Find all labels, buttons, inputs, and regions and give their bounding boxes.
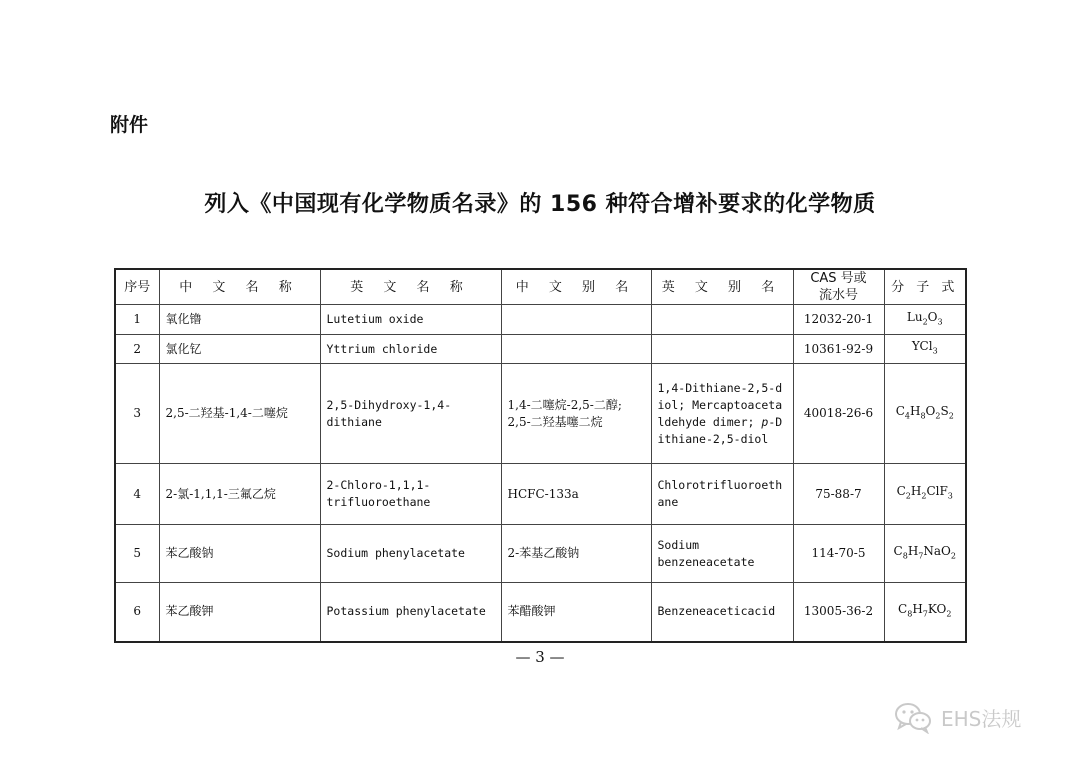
table-row [115, 305, 966, 335]
header-cn-alias: 中 文 别 名 [501, 269, 651, 305]
formula-element: C [893, 543, 903, 558]
formula-subscript: 3 [947, 491, 953, 501]
cell-formula [884, 525, 966, 583]
cell-en-name: Potassium phenylacetate [320, 583, 501, 642]
cell-en-alias [651, 305, 793, 335]
formula-subscript: 2 [950, 551, 956, 561]
header-no: 序号 [115, 269, 159, 305]
cell-cn-alias [501, 335, 651, 364]
cell-no: 1 [115, 305, 159, 335]
cell-en-name: 2,5-Dihydroxy-1,4-dithiane [320, 364, 501, 464]
formula-element: S [940, 403, 949, 418]
cell-cas: 40018-26-6 [793, 364, 884, 464]
cell-formula [884, 335, 966, 364]
formula-subscript: 2 [921, 491, 927, 501]
formula-subscript: 2 [935, 411, 941, 421]
formula-subscript: 3 [932, 346, 938, 356]
watermark-text: EHS法规 [941, 706, 1022, 731]
cell-formula [884, 583, 966, 642]
page-number: — 3 — [515, 648, 565, 666]
cell-no: 2 [115, 335, 159, 364]
formula-subscript: 2 [948, 411, 954, 421]
cell-cas: 10361-92-9 [793, 335, 884, 364]
cell-cn-name: 氧化镥 [159, 305, 320, 335]
cell-formula [884, 464, 966, 525]
formula-element: H [907, 543, 919, 558]
formula-subscript: 2 [905, 491, 911, 501]
en-alias-line1: 1,4-Dithiane-2,5-diol; [657, 380, 783, 412]
formula-element: H [910, 484, 922, 499]
header-cn-name: 中 文 名 称 [159, 269, 320, 305]
cell-en-alias: Chlorotrifluoroethane [651, 464, 793, 525]
en-alias-line3: -Dithiane-2,5-diol [657, 414, 783, 446]
formula-subscript: 7 [918, 551, 924, 561]
formula-element: C [895, 403, 905, 418]
formula-subscript: 8 [920, 411, 926, 421]
wechat-icon [893, 700, 933, 734]
table-header-row [115, 269, 966, 305]
document-title: 列入《中国现有化学物质名录》的 156 种符合增补要求的化学物质 [204, 192, 876, 217]
header-cas-line1: CAS 号或 [810, 271, 867, 286]
header-en-name: 英 文 名 称 [320, 269, 501, 305]
cell-cn-name: 苯乙酸钾 [159, 583, 320, 642]
en-alias-line2: Mercaptoacetaldehyde dimer; [657, 397, 783, 429]
attachment-label: 附件 [110, 114, 149, 136]
formula-element: H [912, 602, 923, 617]
formula-element: C [896, 484, 906, 499]
cell-en-alias [651, 364, 793, 464]
cell-cn-alias: 2-苯基乙酸钠 [501, 525, 651, 583]
cell-cn-alias: 1,4-二噻烷-2,5-二醇; 2,5-二羟基噻二烷 [501, 364, 651, 464]
cell-en-name: Sodium phenylacetate [320, 525, 501, 583]
chemical-substances-table [114, 268, 967, 643]
cell-en-alias [651, 335, 793, 364]
formula-element: C [898, 602, 908, 617]
formula-subscript: 8 [902, 551, 908, 561]
formula-element: O [925, 403, 936, 418]
cell-cn-alias: 苯醋酸钾 [501, 583, 651, 642]
table-row [115, 464, 966, 525]
table-row [115, 335, 966, 364]
cell-en-name: Lutetium oxide [320, 305, 501, 335]
cell-cas: 114-70-5 [793, 525, 884, 583]
formula-element: Lu [906, 309, 923, 324]
watermark [893, 699, 1021, 735]
cell-cn-name: 苯乙酸钠 [159, 525, 320, 583]
formula-subscript: 4 [904, 411, 910, 421]
cell-no: 5 [115, 525, 159, 583]
formula-element: H [909, 403, 921, 418]
formula-subscript: 2 [922, 317, 928, 327]
cell-no: 3 [115, 364, 159, 464]
formula-subscript: 8 [907, 609, 913, 619]
header-en-alias: 英 文 别 名 [651, 269, 793, 305]
en-alias-italic: p [761, 414, 769, 429]
formula-element: YCl [911, 339, 933, 354]
cell-cn-alias [501, 305, 651, 335]
cell-cn-alias: HCFC-133a [501, 464, 651, 525]
cell-no: 6 [115, 583, 159, 642]
formula-element: NaO [923, 543, 951, 558]
cell-cas: 12032-20-1 [793, 305, 884, 335]
cell-cn-name: 2-氯-1,1,1-三氟乙烷 [159, 464, 320, 525]
cell-en-name: Yttrium chloride [320, 335, 501, 364]
formula-element: ClF [926, 484, 948, 499]
table-row [115, 583, 966, 642]
cell-en-alias: Sodium benzeneacetate [651, 525, 793, 583]
cell-cn-name: 2,5-二羟基-1,4-二噻烷 [159, 364, 320, 464]
formula-subscript: 3 [937, 317, 943, 327]
cell-en-name: 2-Chloro-1,1,1-trifluoroethane [320, 464, 501, 525]
cell-cn-name: 氯化钇 [159, 335, 320, 364]
formula-subscript: 7 [922, 609, 928, 619]
header-cas [793, 269, 884, 305]
formula-element: KO [927, 602, 947, 617]
formula-element: O [927, 309, 938, 324]
cell-formula [884, 305, 966, 335]
table-row [115, 525, 966, 583]
cell-cas: 13005-36-2 [793, 583, 884, 642]
header-formula: 分 子 式 [884, 269, 966, 305]
formula-subscript: 2 [946, 609, 952, 619]
cell-cas: 75-88-7 [793, 464, 884, 525]
cell-no: 4 [115, 464, 159, 525]
header-cas-line2: 流水号 [818, 288, 858, 303]
table-row [115, 364, 966, 464]
cell-formula [884, 364, 966, 464]
cell-en-alias: Benzeneaceticacid [651, 583, 793, 642]
